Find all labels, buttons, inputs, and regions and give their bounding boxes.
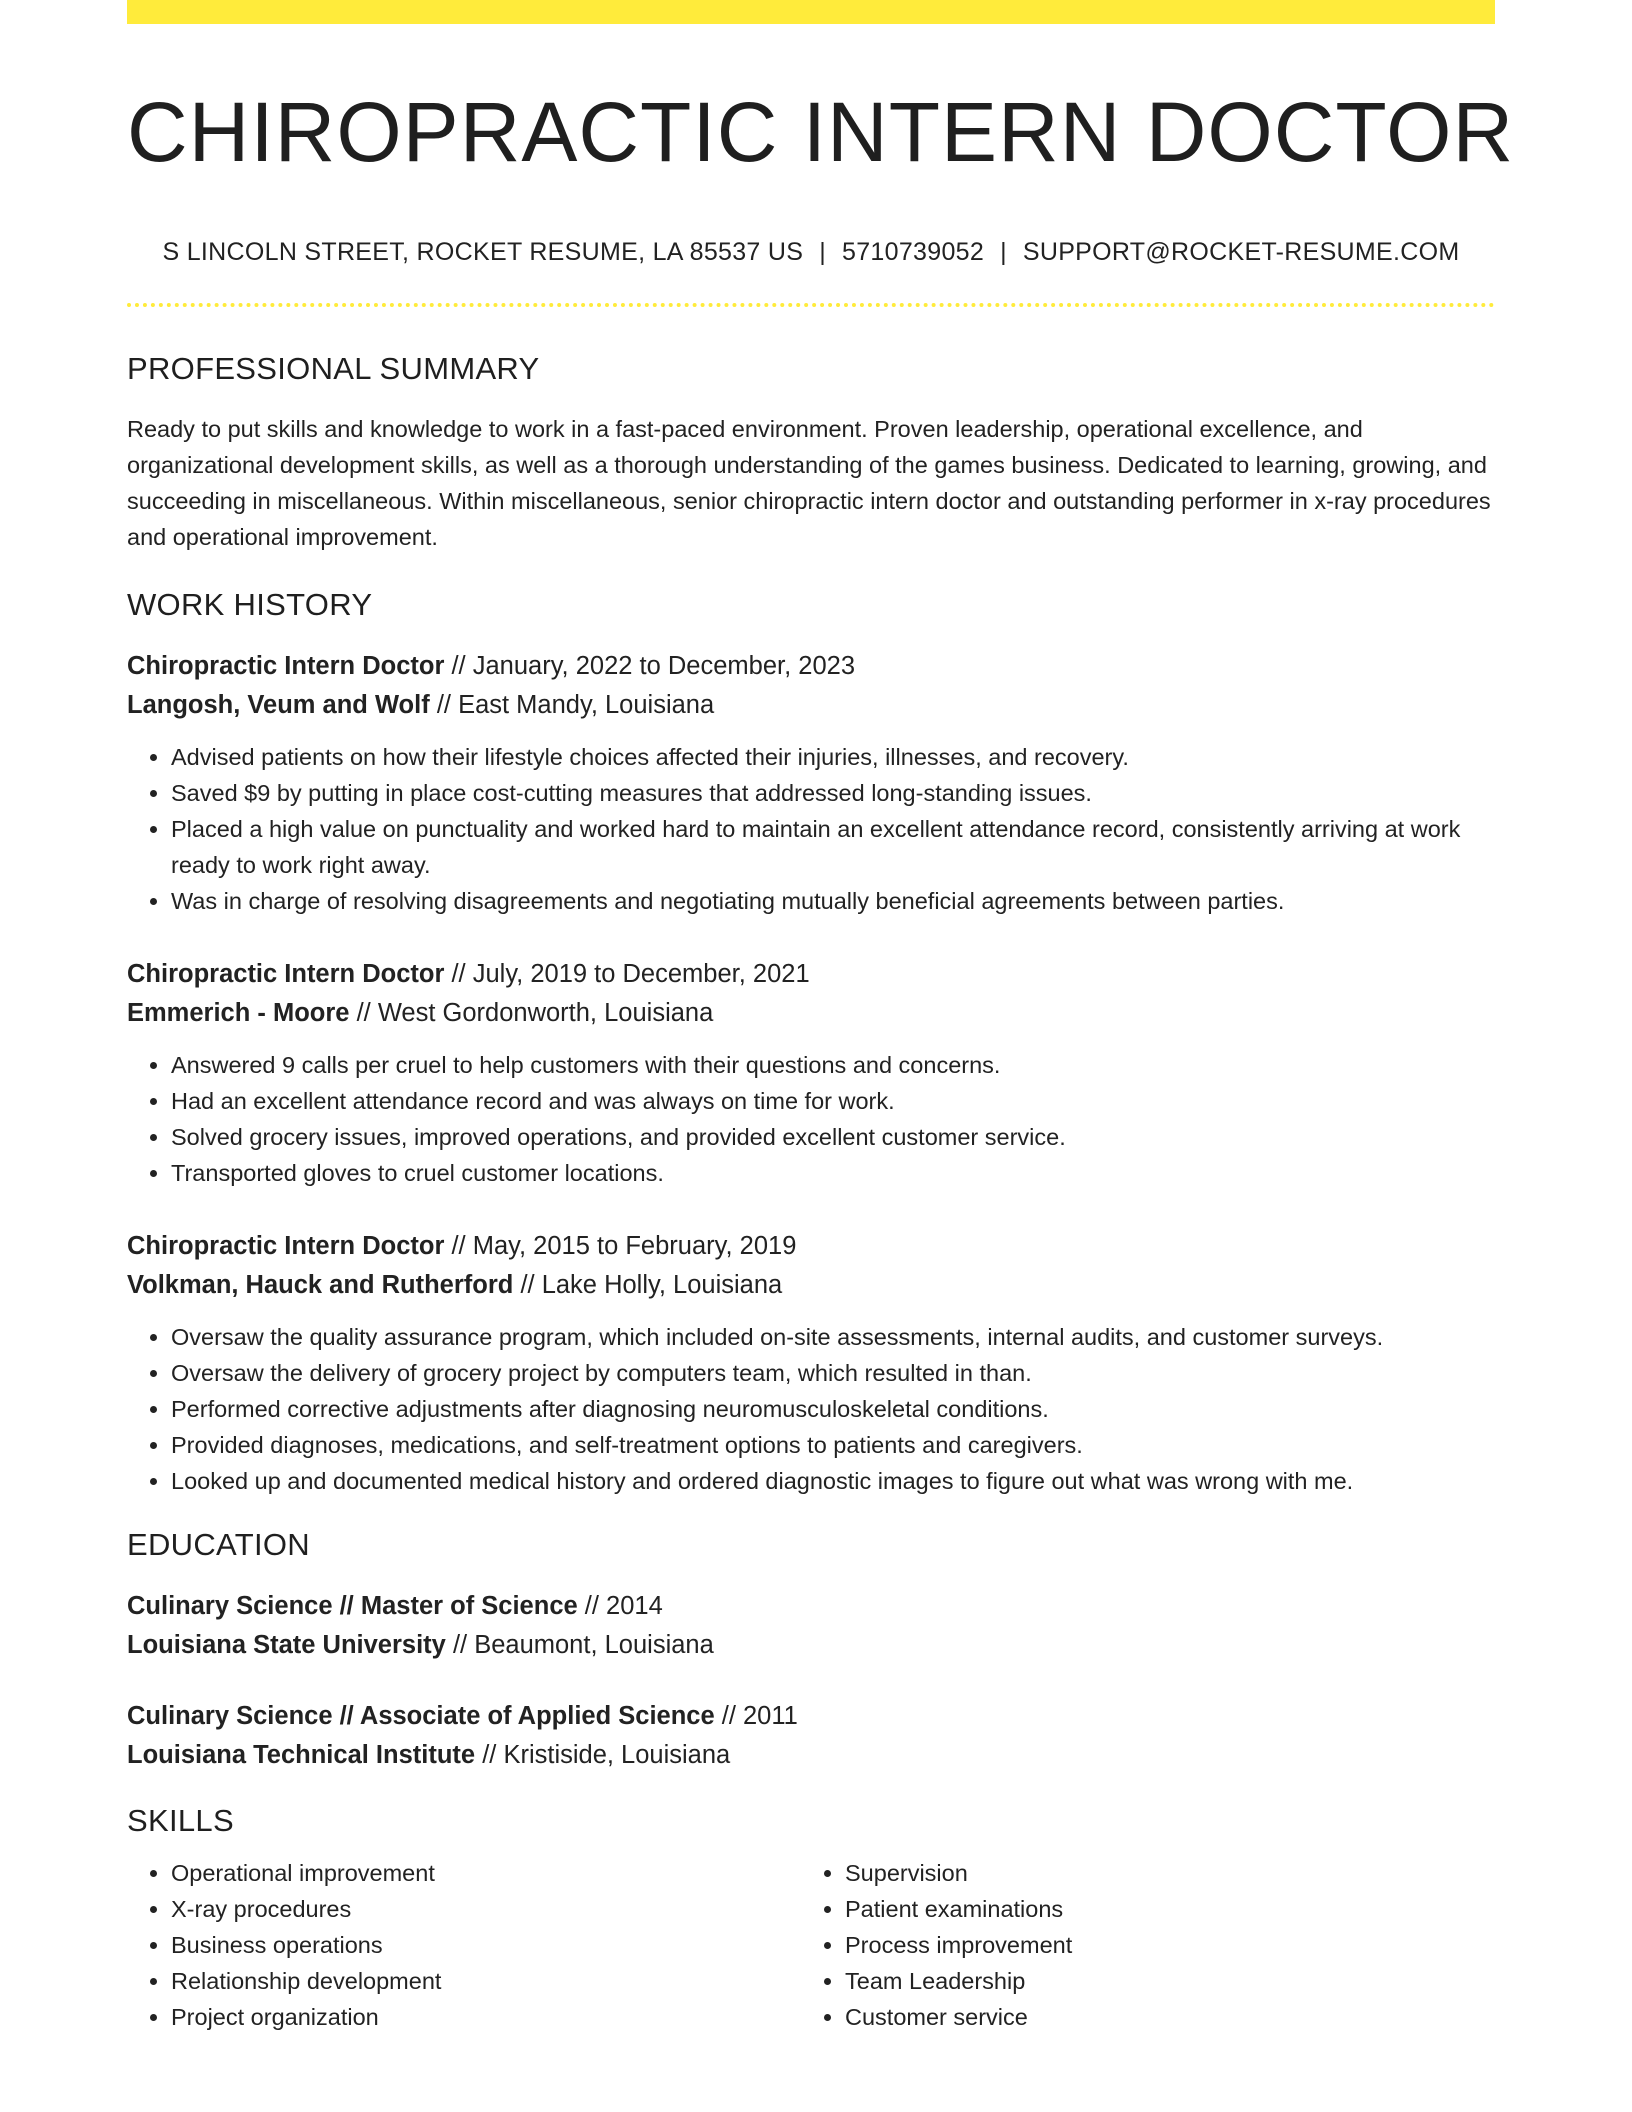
- job-title-line: [127, 647, 1495, 686]
- contact-line: [127, 238, 1495, 267]
- education-section: [127, 1527, 1495, 1775]
- school-line: [127, 1626, 1495, 1665]
- job-bullet: • Advised patients on how their lifestyle choices affected their injuries, illnesses, and recovery.: [171, 739, 1495, 775]
- job-bullets: [127, 1047, 1495, 1191]
- job-title-line: [127, 1227, 1495, 1266]
- job-bullet: • Placed a high value on punctuality and worked hard to maintain an excellent attendance record, consistently arriving at work ready to work right away.: [171, 811, 1495, 883]
- job-dates: // July, 2019 to December, 2021: [451, 960, 810, 989]
- skills-section: [127, 1803, 1495, 2035]
- skill-item: • X-ray procedures: [171, 1891, 801, 1927]
- job-bullets: [127, 739, 1495, 919]
- skills-grid: [127, 1855, 1495, 2035]
- job-bullet: • Looked up and documented medical history and ordered diagnostic images to figure out what was wrong with me.: [171, 1463, 1495, 1499]
- graduation-year: // 2014: [584, 1592, 663, 1621]
- skill-item: • Operational improvement: [171, 1855, 801, 1891]
- job-dates: // January, 2022 to December, 2023: [451, 652, 855, 681]
- skill-item: • Supervision: [845, 1855, 1475, 1891]
- job-bullet: • Oversaw the quality assurance program, which included on-site assessments, internal audits, and customer surveys.: [171, 1319, 1495, 1355]
- job-title: Chiropractic Intern Doctor: [127, 652, 445, 681]
- job-company: Langosh, Veum and Wolf: [127, 691, 430, 720]
- degree-line: [127, 1697, 1495, 1736]
- contact-address: S LINCOLN STREET, ROCKET RESUME, LA 85537 US: [162, 238, 804, 267]
- degree-line: [127, 1587, 1495, 1626]
- contact-separator: |: [1000, 238, 1007, 267]
- contact-email[interactable]: SUPPORT@ROCKET-RESUME.COM: [1022, 238, 1460, 267]
- job-bullet: • Solved grocery issues, improved operations, and provided excellent customer service.: [171, 1119, 1495, 1155]
- summary-heading: PROFESSIONAL SUMMARY: [127, 351, 540, 387]
- school-name: Louisiana Technical Institute: [127, 1741, 476, 1770]
- job-bullet: • Performed corrective adjustments after diagnosing neuromusculoskeletal conditions.: [171, 1391, 1495, 1427]
- job-company-line: [127, 686, 1495, 725]
- job-bullets: [127, 1319, 1495, 1499]
- skill-item: • Business operations: [171, 1927, 801, 1963]
- job-dates: // May, 2015 to February, 2019: [451, 1232, 797, 1261]
- work-history-section: [127, 587, 1495, 1499]
- job-location: // East Mandy, Louisiana: [436, 691, 715, 720]
- job-entry: [127, 955, 1495, 1191]
- dotted-divider: [127, 303, 1495, 307]
- education-heading: EDUCATION: [127, 1527, 310, 1563]
- contact-phone[interactable]: 5710739052: [842, 238, 985, 267]
- education-entry: [127, 1697, 1495, 1775]
- school-name: Louisiana State University: [127, 1631, 446, 1660]
- job-title: Chiropractic Intern Doctor: [127, 960, 445, 989]
- degree: Culinary Science // Master of Science: [127, 1592, 578, 1621]
- job-company: Emmerich - Moore: [127, 999, 350, 1028]
- job-company: Volkman, Hauck and Rutherford: [127, 1271, 514, 1300]
- job-entry: [127, 647, 1495, 919]
- skills-left-column: [127, 1855, 801, 2035]
- job-bullet: • Was in charge of resolving disagreements and negotiating mutually beneficial agreements between parties.: [171, 883, 1495, 919]
- resume-page: [127, 0, 1515, 2035]
- job-company-line: [127, 994, 1495, 1033]
- job-company-line: [127, 1266, 1495, 1305]
- skill-item: • Process improvement: [845, 1927, 1475, 1963]
- degree: Culinary Science // Associate of Applied Science: [127, 1702, 715, 1731]
- education-entry: [127, 1587, 1495, 1665]
- job-bullet: • Oversaw the delivery of grocery project by computers team, which resulted in than.: [171, 1355, 1495, 1391]
- job-location: // Lake Holly, Louisiana: [520, 1271, 783, 1300]
- job-entry: [127, 1227, 1495, 1499]
- summary-section: [127, 351, 1495, 555]
- job-bullet: • Transported gloves to cruel customer locations.: [171, 1155, 1495, 1191]
- job-bullet: • Saved $9 by putting in place cost-cutting measures that addressed long-standing issues.: [171, 775, 1495, 811]
- summary-text: Ready to put skills and knowledge to work in a fast-paced environment. Proven leadership, operational excellence, and organizational development skills, as well as a thorough understanding of the games business. Dedicated to learning, growing, and succeeding in miscellaneous. Within miscellaneous, senior chiropractic intern doctor and outstanding performer in x-ray procedures and operational improvement.: [127, 416, 1491, 551]
- resume-name: CHIROPRACTIC INTERN DOCTOR: [127, 85, 1515, 179]
- job-title: Chiropractic Intern Doctor: [127, 1232, 445, 1261]
- job-location: // West Gordonworth, Louisiana: [356, 999, 714, 1028]
- school-location: // Kristiside, Louisiana: [482, 1741, 731, 1770]
- work-history-heading: WORK HISTORY: [127, 587, 373, 623]
- job-bullet: • Provided diagnoses, medications, and self-treatment options to patients and caregivers.: [171, 1427, 1495, 1463]
- skills-right-column: [801, 1855, 1475, 2035]
- skill-item: • Patient examinations: [845, 1891, 1475, 1927]
- job-title-line: [127, 955, 1495, 994]
- accent-top-bar: [127, 0, 1495, 24]
- skill-item: • Team Leadership: [845, 1963, 1475, 1999]
- skill-item: • Customer service: [845, 1999, 1475, 2035]
- skill-item: • Project organization: [171, 1999, 801, 2035]
- school-line: [127, 1736, 1495, 1775]
- graduation-year: // 2011: [721, 1702, 798, 1731]
- job-bullet: • Answered 9 calls per cruel to help customers with their questions and concerns.: [171, 1047, 1495, 1083]
- skill-item: • Relationship development: [171, 1963, 801, 1999]
- skills-heading: SKILLS: [127, 1803, 234, 1839]
- school-location: // Beaumont, Louisiana: [452, 1631, 714, 1660]
- contact-separator: |: [819, 238, 827, 267]
- job-bullet: • Had an excellent attendance record and was always on time for work.: [171, 1083, 1495, 1119]
